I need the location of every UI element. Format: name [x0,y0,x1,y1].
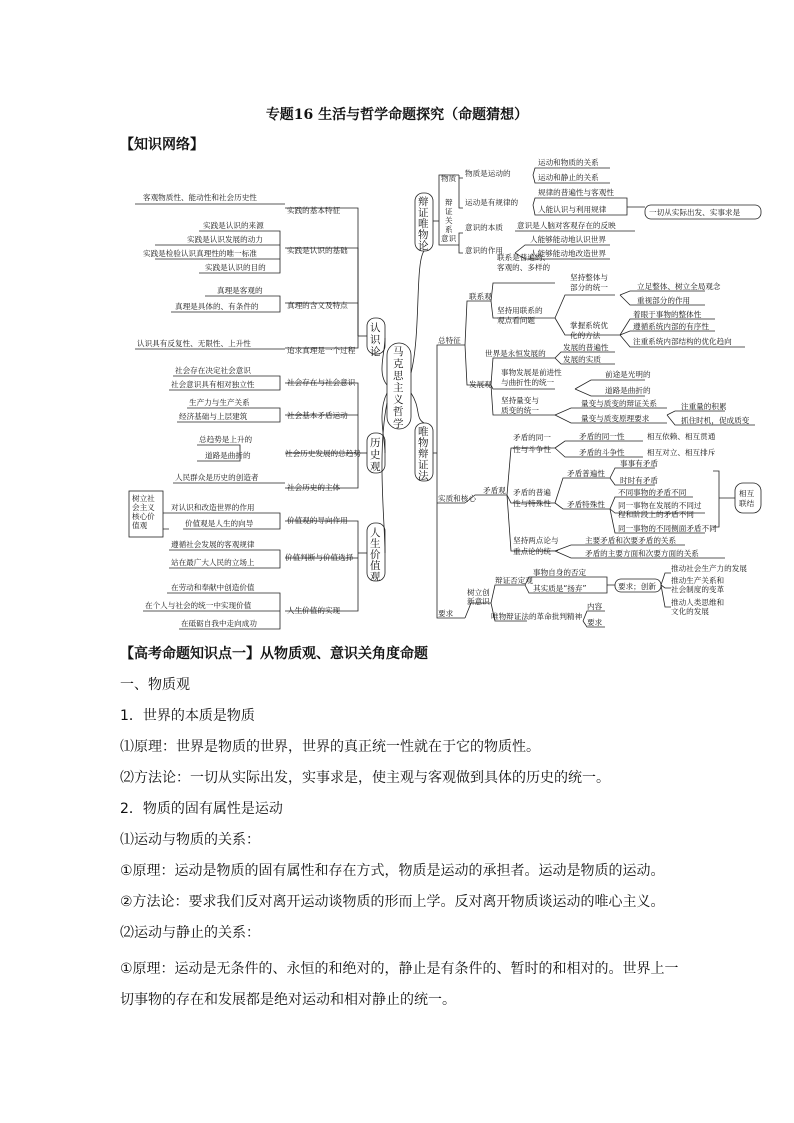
node-pubian-1: 矛盾普遍性 [567,469,605,478]
node-guilv: 运动是有规律的 [465,198,519,207]
node-zhengti: 坚持整体与部分的统一 [570,273,608,292]
node-zhengti-2: 重视部分的作用 [637,296,691,305]
node-yundong-1: 运动和物质的关系 [538,158,599,167]
node-geming: 唯物辩证法的革命批判精神 [491,612,583,621]
node-yundong-2: 运动和静止的关系 [538,173,599,182]
node-tongyi-2a: 相互对立、相互排斥 [647,448,716,457]
node-jiben-2: 经济基础与上层建筑 [179,412,248,421]
paragraph: ⑴运动与物质的关系： [120,832,260,848]
node-pubian-2a: 不同事物的矛盾不同 [618,488,687,497]
node-fouding-2: 其实质是“扬弃” [533,584,587,593]
node-jiben-1: 生产力与生产关系 [189,398,250,407]
section1-heading: 【高考命题知识点一】从物质观、意识关角度命题 [120,646,428,662]
node-fouding: 辩证否定观 [495,576,533,585]
branch-renshengjiazhiguan: 人生价值观 [370,527,381,583]
node-zhenli-1: 真理是客观的 [217,286,263,295]
node-shijian-4: 实践是认识的目的 [205,263,266,272]
node-pubian-2: 矛盾特殊性 [567,500,605,509]
paragraph: ⑴原理：世界是物质的世界，世界的真正统一性就在于它的物质性。 [120,739,540,755]
root-label: 马克思主义哲学 [393,346,404,430]
paragraph: ①原理：运动是无条件的、永恒的和绝对的，静止是有条件的、暂时的和相对的。世界上一切事物的存在和发展都是绝对运动和相对静止的统一。 [120,961,679,1008]
node-shijian-jiben: 实践的基本特征 [287,206,341,215]
node-zuoyong: 意识的作用 [465,246,503,255]
node-fazhan: 发展观 [469,380,492,389]
node-xitong: 掌握系统优化的方法 [570,321,608,340]
node-tongyi: 矛盾的同一性与斗争性 [513,433,551,454]
node-pubian-1a: 事事有矛盾 [620,459,658,468]
node-yaoqiu-chuangxin: 要求；创新 [618,582,656,591]
node-fazhan-1a: 发展的普遍性 [563,343,609,352]
node-shixian-2: 在个人与社会的统一中实现价值 [145,601,252,610]
node-cunzai-2: 社会意识具有相对独立性 [171,380,255,389]
node-neirong: 内容 [587,602,603,611]
node-cunzai: 社会存在与社会意识 [287,378,356,387]
node-zhuiqiu-1: 认识具有反复性、无限性、上升性 [137,339,251,348]
node-liangbian-2: 量变与质变原理要求 [581,414,650,423]
node-yiqie: 一切从实际出发、实事求是 [649,208,741,217]
node-daoxiang-1: 对认识和改造世界的作用 [171,503,255,512]
node-xuanze-1: 遵循社会发展的客观规律 [171,540,255,549]
node-fouding-1: 事物自身的否定 [533,568,587,577]
node-tongyi-1a: 相互依赖、相互贯通 [647,432,716,441]
node-benzhi-1: 意识是人脑对客观存在的反映 [517,221,616,230]
node-bianzheng-guanxi: 辩证关系 [445,198,453,234]
branch-lishiguan: 历史观 [370,437,381,473]
paragraph: ②方法论：要求我们反对离开运动谈物质的形而上学。反对离开物质谈运动的唯心主义。 [120,894,665,910]
branch-bianzhengweiwulun: 辩证唯物论 [418,196,429,252]
node-pubian-2c: 同一事物的不同侧面矛盾不同 [618,524,717,533]
node-jiben: 社会基本矛盾运动 [287,411,348,420]
node-liangdian: 坚持两点论与重点论的统一 [513,536,559,556]
node-guilv-2: 人能认识与利用规律 [538,205,607,214]
node-liangbian-3: 注重量的积累 [681,402,727,411]
node-tongyi-1: 矛盾的同一性 [579,432,625,441]
node-xuanze: 价值判断与价值选择 [285,553,354,562]
node-liangbian-4: 抓住时机，促成质变 [681,416,750,425]
knowledge-network-heading: 【知识网络】 [120,137,204,153]
node-cunzai-1: 社会存在决定社会意识 [175,366,251,375]
node-tuidong-1: 推动社会生产力的发展 [671,564,747,573]
node-tuidong-3: 推动人类思维和文化的发展 [671,598,725,616]
node-lianxi-2: 坚持用联系的观点看问题 [497,306,543,325]
node-zhengti-1: 立足整体、树立全局观念 [637,282,721,291]
node-zhenli: 真理的含义及特点 [287,301,348,310]
node-tuidong-2: 推动生产关系和社会制度的变革 [671,576,725,594]
node-lianxi-1: 联系是普遍的、客观的、多样的 [497,253,551,272]
paragraph: 一、物质观 [120,677,190,693]
node-qianjin-2: 道路是曲折的 [605,386,651,395]
node-qushi-2: 道路是曲折的 [205,451,251,460]
node-shixian-1: 在劳动和奉献中创造价值 [171,583,255,592]
node-shijian-jichu: 实践是认识的基础 [287,246,348,255]
node-daoxiang-2: 价值观是人生的向导 [185,519,254,528]
node-shijian-3: 实践是检验认识真理性的唯一标准 [143,249,257,258]
node-pubian-1b: 时时有矛盾 [620,476,658,485]
node-wuzhi: 物质 [441,174,457,183]
node-zhuti: 社会历史的主体 [287,483,341,492]
node-pubian-2b: 同一事物在发展的不同过程和阶段上的矛盾不同 [618,501,702,519]
node-shijian-jiben-1: 客观物质性、能动性和社会历史性 [143,193,257,202]
node-liangdian-2: 矛盾的主要方面和次要方面的关系 [585,549,699,558]
node-benzhi: 意识的本质 [465,223,503,232]
node-fazhan-1b: 发展的实质 [563,355,601,364]
node-xuanze-2: 站在最广大人民的立场上 [171,558,255,567]
node-xitong-2: 遵循系统内部的有序性 [633,322,709,331]
node-qianjin: 事物发展是前进性与曲折性的统一 [501,368,562,387]
node-shixian: 人生价值的实现 [287,606,341,615]
node-zuoyong-2: 人能够能动地改造世界 [530,249,606,258]
node-shixian-3: 在砥砺自我中走向成功 [181,619,257,628]
node-qushi: 社会历史发展的总趋势 [285,449,361,458]
knowledge-mindmap [115,153,765,633]
node-liangbian: 坚持量变与质变的统一 [501,396,539,415]
node-daoxiang: 价值观的导向作用 [287,516,348,525]
node-shuli: 树立社会主义核心价值观 [132,494,155,530]
document-title: 专题16 生活与哲学命题探究（命题猜想） [265,107,529,123]
node-yundong: 物质是运动的 [465,169,511,178]
node-shijian-1: 实践是认识的来源 [203,221,264,230]
paragraph: 2．物质的固有属性是运动 [120,801,283,817]
node-chuangxin: 树立创新意识 [467,588,490,606]
node-qushi-1: 总趋势是上升的 [199,435,253,444]
node-xianghu: 相互联结 [739,489,755,508]
node-liangdian-1: 主要矛盾和次要矛盾的关系 [585,536,677,545]
branch-weiwubianzhengfa: 唯物辩证法 [418,426,429,482]
node-lianxi: 联系观 [469,292,492,301]
node-shizhi: 实质和核心 [438,494,476,503]
node-yaoqiu: 要求 [438,609,454,618]
node-maodunguan: 矛盾观 [483,486,506,495]
node-zhenli-2: 真理是具体的、有条件的 [175,302,259,311]
node-fazhan-1: 世界是永恒发展的 [485,349,546,358]
paragraph: 1．世界的本质是物质 [120,708,255,724]
paragraph: ⑵运动与静止的关系： [120,925,260,941]
paragraph: ⑵方法论：一切从实际出发，实事求是，使主观与客观做到具体的历史的统一。 [120,770,610,786]
branch-renshilun: 认识论 [370,322,381,358]
paragraph: ①原理：运动是物质的固有属性和存在方式，物质是运动的承担者。运动是物质的运动。 [120,863,665,879]
node-yaoqiu2: 要求 [587,618,603,627]
node-zhuiqiu: 追求真理是一个过程 [287,346,356,355]
node-zuoyong-1: 人能够能动地认识世界 [530,235,606,244]
node-liangbian-1: 量变与质变的辩证关系 [581,399,657,408]
node-zhuti-1: 人民群众是历史的创造者 [175,473,259,482]
node-qianjin-1: 前途是光明的 [605,370,651,379]
node-guilv-1: 规律的普遍性与客观性 [538,188,614,197]
node-xitong-3: 注重系统内部结构的优化趋向 [633,337,732,346]
node-zongtezheng: 总特征 [438,336,461,345]
node-tongyi-2: 矛盾的斗争性 [579,448,625,457]
node-yishi: 意识 [441,234,457,243]
node-xitong-1: 着眼于事物的整体性 [633,310,702,319]
node-pubian: 矛盾的普遍性与特殊性 [513,488,551,508]
node-shijian-2: 实践是认识发展的动力 [187,235,263,244]
